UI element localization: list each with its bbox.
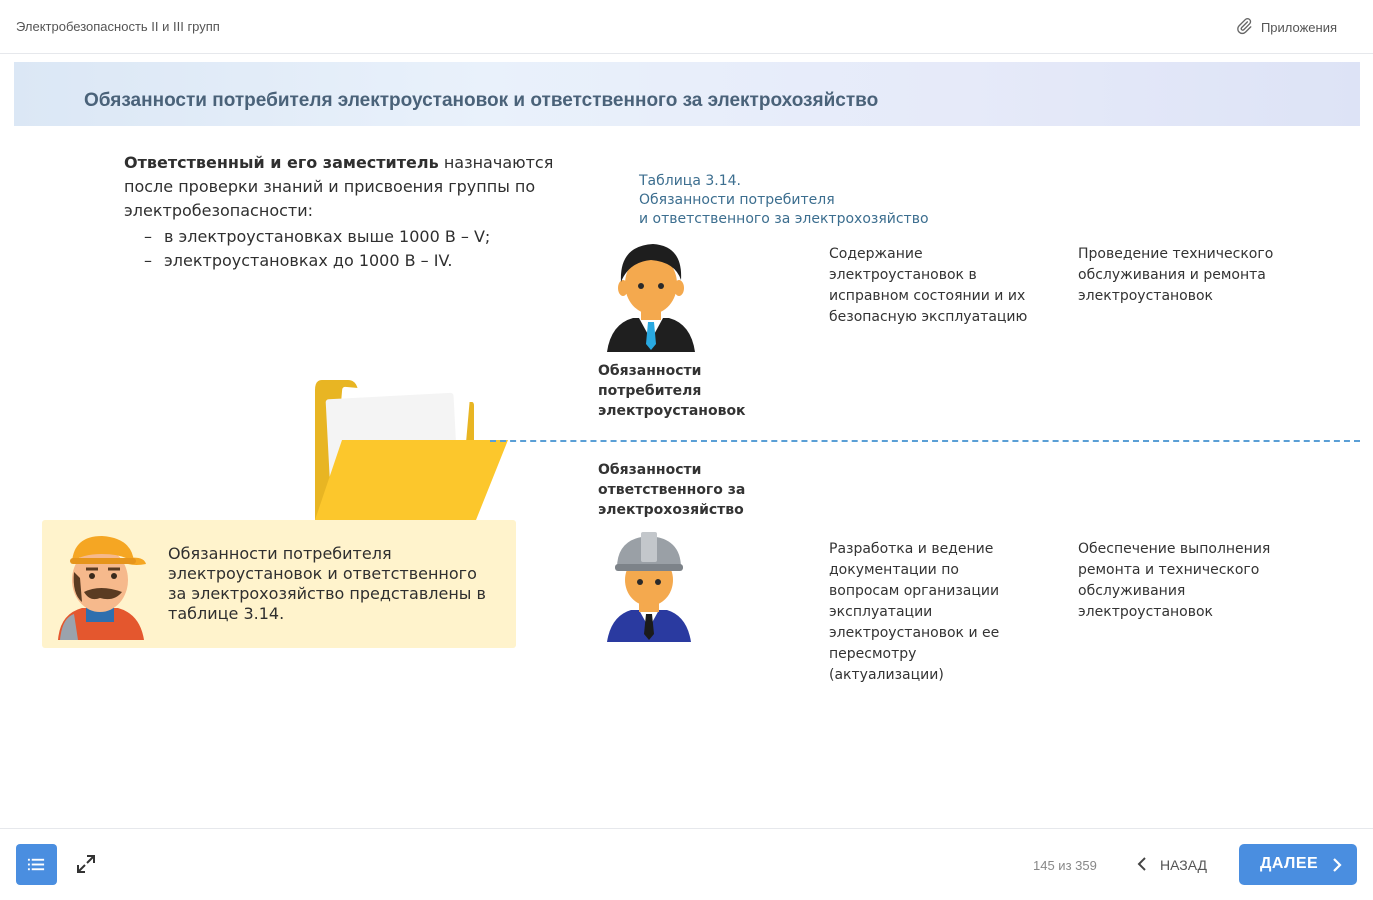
- bottom-bar: [0, 828, 1373, 900]
- back-button[interactable]: [1136, 853, 1207, 877]
- table-cell: Разработка и ведение документации по вопросам организации эксплуатации электроустановок и ее пересмотру (актуализации): [829, 541, 1000, 683]
- table-cell: Проведение технического обслуживания и ремонта электроустановок: [1078, 246, 1274, 304]
- attachments-button[interactable]: [1235, 17, 1337, 38]
- slide-title: Обязанности потребителя электроустановок и ответственного за электрохозяйство: [84, 90, 879, 111]
- back-label: НАЗАД: [1160, 857, 1208, 873]
- course-title: Электробезопасность II и III групп: [16, 19, 220, 34]
- note-card: [42, 520, 516, 648]
- row-divider: [490, 440, 1360, 442]
- engineer-avatar: [603, 530, 695, 642]
- note-text: Обязанности потребителя электроустановок и ответственного за электрохозяйство представлены в таблице 3.14.: [168, 544, 486, 623]
- table-caption-line: Таблица 3.14.: [639, 173, 741, 189]
- page-counter: 145 из 359: [1033, 858, 1097, 873]
- expand-button[interactable]: [76, 854, 96, 874]
- intro-bold: Ответственный и его заместитель: [124, 153, 439, 172]
- menu-button[interactable]: [16, 844, 57, 885]
- businessman-avatar: [603, 240, 699, 352]
- role-label: Обязанности ответственного за электрохозяйство: [598, 462, 746, 518]
- intro-body: назначаются после проверки знаний и присвоения группы по электробезопасности:: [124, 153, 554, 220]
- expand-icon: [76, 859, 96, 878]
- intro-text: [124, 151, 594, 273]
- intro-list: [124, 225, 594, 273]
- table-caption-line: и ответственного за электрохозяйство: [639, 211, 929, 227]
- folder-illustration: [312, 380, 512, 522]
- next-button[interactable]: [1239, 844, 1357, 885]
- paperclip-icon: [1235, 17, 1253, 38]
- role-label: Обязанности потребителя электроустановок: [598, 363, 746, 419]
- table-caption-line: Обязанности потребителя: [639, 192, 835, 208]
- chevron-left-icon: [1136, 856, 1148, 875]
- table-cell: Содержание электроустановок в исправном состоянии и их безопасную эксплуатацию: [829, 246, 1028, 325]
- top-bar: [0, 0, 1373, 54]
- list-item: – электроустановках до 1000 В – IV.: [144, 249, 594, 273]
- slide-banner: [14, 62, 1360, 126]
- attachments-label: Приложения: [1260, 20, 1337, 35]
- next-label: ДАЛЕЕ: [1260, 855, 1319, 872]
- worker-avatar: [52, 532, 148, 640]
- list-item: – в электроустановках выше 1000 В – V;: [144, 225, 594, 249]
- table-cell: Обеспечение выполнения ремонта и технического обслуживания электроустановок: [1078, 541, 1271, 620]
- table-caption: [639, 172, 929, 229]
